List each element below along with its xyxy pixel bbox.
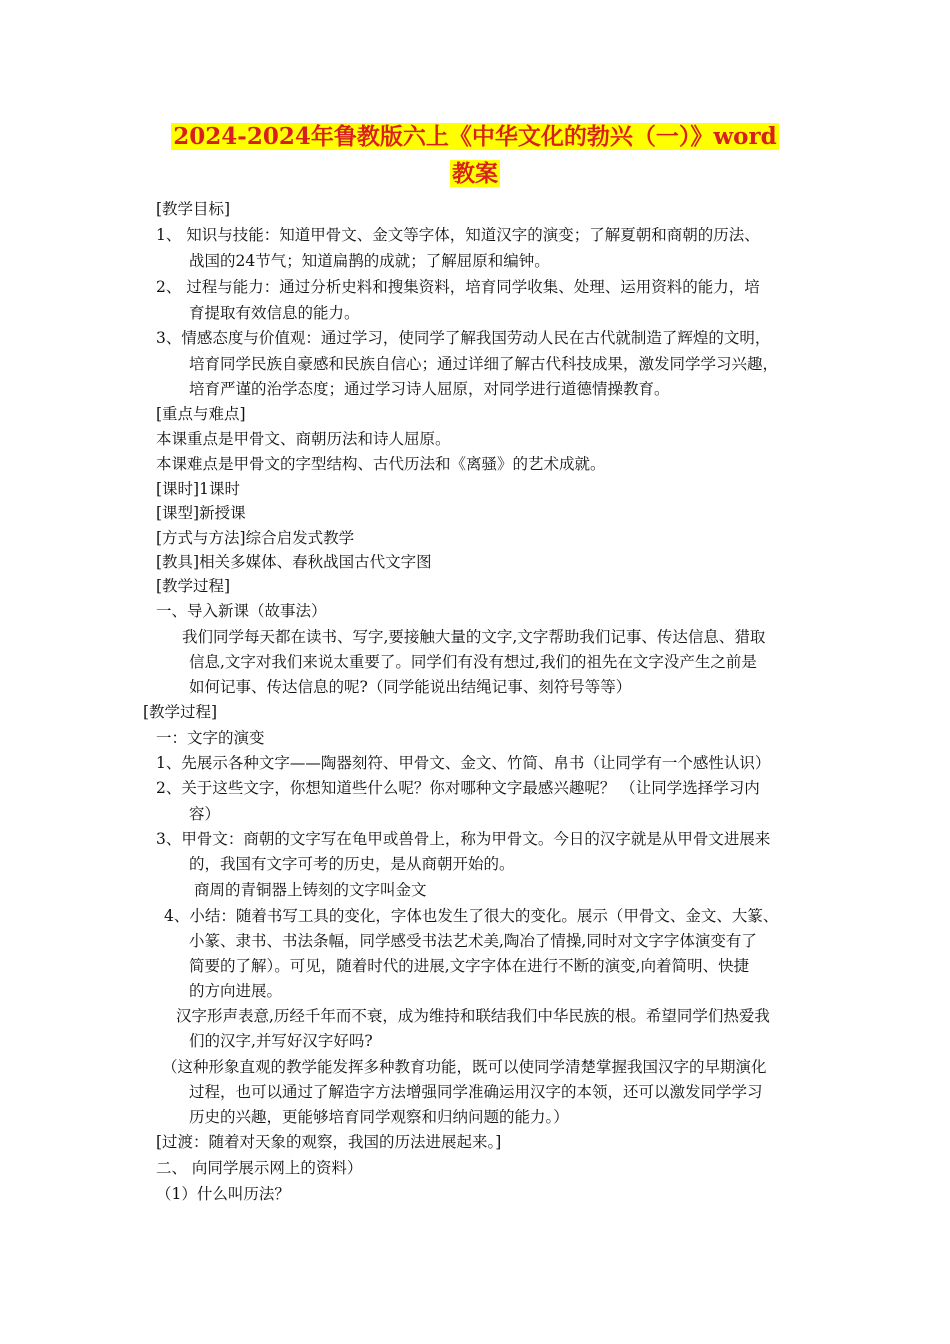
text-line: 2、关于这些文字，你想知道些什么呢？你对哪种文字最感兴趣呢？ （让同学选择学习内 [156, 779, 760, 797]
text-line: [方式与方法]综合启发式教学 [156, 529, 355, 547]
text-line: 我们同学每天都在读书、写字,要接触大量的文字,文字帮助我们记事、传达信息、猎取 [182, 628, 766, 646]
text-line: 信息,文字对我们来说太重要了。同学们有没有想过,我们的祖先在文字没产生之前是 [189, 653, 757, 671]
text-line: 4、小结：随着书写工具的变化，字体也发生了很大的变化。展示（甲骨文、金文、大篆、 [164, 907, 779, 925]
text-line: （这种形象直观的教学能发挥多种教育功能，既可以使同学清楚掌握我国汉字的早期演化 [162, 1058, 767, 1076]
section-heading: [教学过程] [156, 577, 231, 595]
text-line: 本课难点是甲骨文的字型结构、古代历法和《离骚》的艺术成就。 [156, 455, 606, 473]
text-line: 育提取有效信息的能力。 [189, 304, 360, 322]
section-heading: [教学目标] [156, 200, 231, 218]
text-line: 商周的青铜器上铸刻的文字叫金文 [194, 881, 427, 899]
section-heading: [重点与难点] [156, 405, 246, 423]
text-line: 培育严谨的治学态度；通过学习诗人屈原，对同学进行道德情操教育。 [189, 380, 670, 398]
text-line: 小篆、隶书、书法条幅，同学感受书法艺术美,陶冶了情操,同时对文字字体演变有了 [189, 932, 757, 950]
text-line: 1、先展示各种文字——陶器刻符、甲骨文、金文、竹简、帛书（让同学有一个感性认识） [156, 754, 771, 772]
text-line: [过渡：随着对天象的观察，我国的历法进展起来。] [156, 1133, 502, 1151]
text-line: 3、情感态度与价值观：通过学习，使同学了解我国劳动人民在古代就制造了辉煌的文明， [156, 329, 771, 347]
text-line: 一、导入新课（故事法） [156, 602, 327, 620]
text-line: 容） [189, 805, 221, 823]
text-line: 一：文字的演变 [156, 729, 265, 747]
text-line: [课时]1课时 [156, 480, 240, 498]
text-line: 2、 过程与能力：通过分析史料和搜集资料，培育同学收集、处理、运用资料的能力，培 [156, 278, 760, 296]
text-line: 二、 向同学展示网上的资料） [156, 1159, 363, 1177]
text-line: 培育同学民族自豪感和民族自信心；通过详细了解古代科技成果，激发同学学习兴趣， [189, 355, 779, 373]
text-line: [教具]相关多媒体、春秋战国古代文字图 [156, 553, 432, 571]
text-line: 过程，也可以通过了解造字方法增强同学准确运用汉字的本领，还可以激发同学学习 [189, 1083, 763, 1101]
text-line: 简要的了解）。可见，随着时代的进展,文字字体在进行不断的演变,向着简明、快捷 [189, 957, 750, 975]
text-line: 的方向进展。 [189, 982, 283, 1000]
section-heading: [教学过程] [143, 703, 218, 721]
document-title-line1: 2024-2024年鲁教版六上《中华文化的勃兴（一）》word [173, 123, 777, 150]
text-line: （1）什么叫历法？ [156, 1185, 290, 1203]
text-line: [课型]新授课 [156, 504, 246, 522]
text-line: 1、 知识与技能：知道甲骨文、金文等字体，知道汉字的演变；了解夏朝和商朝的历法、 [156, 226, 760, 244]
text-line: 3、甲骨文：商朝的文字写在龟甲或兽骨上，称为甲骨文。今日的汉字就是从甲骨文进展来 [156, 830, 771, 848]
text-line: 们的汉字,并写好汉字好吗? [189, 1032, 373, 1050]
text-line: 战国的24节气；知道扁鹊的成就；了解屈原和编钟。 [189, 252, 550, 270]
text-line: 的，我国有文字可考的历史，是从商朝开始的。 [189, 855, 515, 873]
text-line: 汉字形声表意,历经千年而不衰，成为维持和联结我们中华民族的根。希望同学们热爱我 [176, 1007, 770, 1025]
text-line: 本课重点是甲骨文、商朝历法和诗人屈原。 [156, 430, 451, 448]
text-line: 历史的兴趣，更能够培育同学观察和归纳问题的能力。） [189, 1108, 569, 1126]
document-title-line2: 教案 [452, 160, 498, 187]
text-line: 如何记事、传达信息的呢?（同学能说出结绳记事、刻符号等等） [189, 678, 632, 696]
